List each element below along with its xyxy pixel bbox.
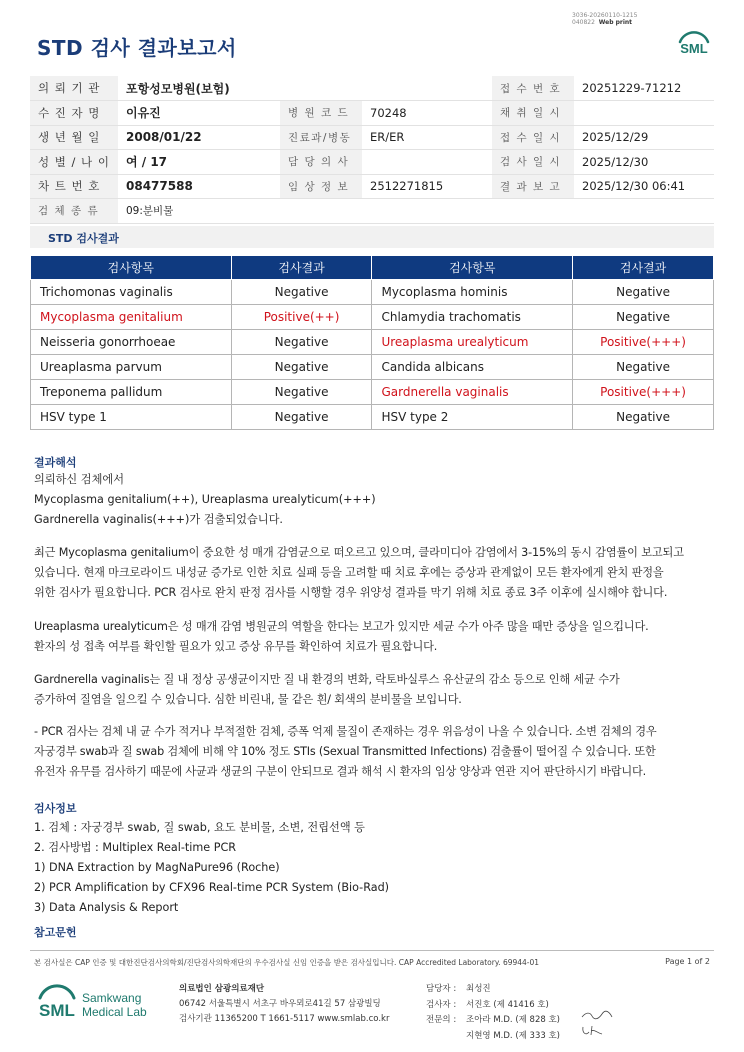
signature-1-icon: [580, 1010, 614, 1022]
value-physician: [362, 150, 492, 175]
table-row: [31, 380, 714, 405]
test-item: Treponema pallidum: [31, 380, 232, 405]
test-info-line: 2. 검사방법 : Multiplex Real-time PCR: [34, 841, 237, 854]
table-row: [31, 355, 714, 380]
staff-name: 서진호 (제 41416 호): [466, 999, 549, 1010]
info-row: [30, 125, 714, 150]
info-row: [30, 150, 714, 175]
staff-name: 최성진: [466, 984, 491, 994]
logo-name-line2: Medical Lab: [82, 1005, 147, 1019]
test-item-positive: Gardnerella vaginalis: [372, 380, 573, 405]
label-received-date: 접 수 일 시: [492, 125, 574, 150]
staff-row: [426, 1013, 560, 1029]
results-table: [30, 255, 714, 430]
test-result: Negative: [231, 355, 372, 380]
report-code: [572, 12, 662, 26]
footer-divider: [30, 950, 714, 951]
results-header-row: [31, 256, 714, 280]
test-info-line: 3) Data Analysis & Report: [34, 901, 179, 914]
test-item: HSV type 2: [372, 405, 573, 430]
paragraph-line: 최근 Mycoplasma genitalium이 중요한 성 매개 감염균으로 떠오르고 있으며, 클라미디아 감염에서 3-15%의 동시 감염률이 보고되고: [34, 546, 684, 559]
value-accession-number: 20251229-71212: [582, 81, 682, 95]
col-header-test-result: 검사결과: [231, 256, 372, 280]
test-result: Negative: [573, 305, 714, 330]
label-test-date: 검 사 일 시: [492, 150, 574, 175]
accreditation-note: 본 검사실은 CAP 인증 및 대한진단검사의학회/진단검사의학재단의 우수검사실 신임 인증을 받은 검사실입니다. CAP Accredited Laboratory. 69944-01: [34, 958, 540, 967]
test-result: Negative: [573, 280, 714, 305]
info-row: [30, 101, 714, 126]
paragraph-line: - PCR 검사는 검체 내 균 수가 적거나 부적절한 검체, 증폭 억제 물질이 존재하는 경우 위음성이 나올 수 있습니다. 소변 검체의 경우: [34, 725, 657, 738]
label-birth-date: 생 년 월 일: [30, 125, 118, 150]
value-sex-age: 여 / 17: [126, 155, 168, 170]
staff-row: [426, 998, 560, 1014]
results-section-title: STD 검사결과: [48, 232, 119, 245]
value-test-date: 2025/12/30: [582, 154, 649, 169]
test-item: HSV type 1: [31, 405, 232, 430]
label-physician: 담 당 의 사: [280, 150, 362, 175]
staff-row: [426, 1029, 560, 1045]
test-item: Ureaplasma parvum: [31, 355, 232, 380]
value-report-date: 2025/12/30 06:41: [582, 179, 686, 194]
test-result: Negative: [231, 280, 372, 305]
table-row: [31, 305, 714, 330]
test-result-positive: Positive(+++): [573, 330, 714, 355]
test-item: Mycoplasma hominis: [372, 280, 573, 305]
table-row: [31, 330, 714, 355]
logo-name-line1: Samkwang: [82, 991, 142, 1005]
test-item: Candida albicans: [372, 355, 573, 380]
report-code-line2: 040822: [572, 19, 595, 26]
value-chart-number: 08477588: [126, 179, 193, 194]
col-header-test-item: 검사항목: [372, 256, 573, 280]
col-header-test-result: 검사결과: [573, 256, 714, 280]
test-item-positive: Mycoplasma genitalium: [31, 305, 232, 330]
test-result-positive: Positive(++): [231, 305, 372, 330]
info-row: [30, 174, 714, 199]
samkwang-logo-icon: [36, 984, 156, 1024]
value-clinical-info: 2512271815: [370, 179, 444, 194]
value-requesting-institution: 포항성모병원(보험): [126, 81, 230, 96]
table-row: [31, 405, 714, 430]
page-title: STD 검사 결과보고서: [37, 36, 237, 60]
staff-signatures: [426, 982, 560, 1044]
summary-line: Gardnerella vaginalis(+++)가 검출되었습니다.: [34, 513, 283, 526]
label-hospital-code: 병 원 코 드: [280, 101, 362, 126]
test-result: Negative: [231, 330, 372, 355]
test-item: Chlamydia trachomatis: [372, 305, 573, 330]
staff-name: 조아라 M.D. (제 828 호): [466, 1015, 561, 1025]
label-sex-age: 성 별 / 나 이: [30, 150, 118, 175]
staff-role: 담당자 :: [426, 984, 457, 994]
test-result-positive: Positive(+++): [573, 380, 714, 405]
summary-line: Mycoplasma genitalium(++), Ureaplasma urealyticum(+++): [34, 493, 376, 506]
org-name: 의료법인 삼광의료재단: [179, 984, 265, 994]
interpretation-paragraph-3: [34, 670, 714, 710]
paragraph-line: 증가하여 질염을 일으킬 수 있습니다. 심한 비린내, 물 같은 흰/ 회색의 분비물을 보입니다.: [34, 693, 462, 706]
org-contact: 검사기관 11365200 T 1661-5117 www.smlab.co.kr: [179, 1014, 390, 1024]
value-received-date: 2025/12/29: [582, 130, 649, 145]
test-info-list: [34, 818, 714, 918]
value-hospital-code: 70248: [370, 105, 407, 120]
references-title: 참고문헌: [34, 926, 77, 939]
paragraph-line: 위한 검사가 필요합니다. PCR 검사로 완치 판정 검사를 시행할 경우 위양성 결과를 막기 위해 치료 종료 3주 이후에 실시해야 합니다.: [34, 586, 668, 599]
test-result: Negative: [573, 405, 714, 430]
label-requesting-institution: 의 뢰 기 관: [30, 76, 118, 101]
col-header-test-item: 검사항목: [31, 256, 232, 280]
logo-sml-text: SML: [39, 1001, 75, 1020]
paragraph-line: 환자의 성 접촉 여부를 확인할 필요가 있고 증상 유무를 확인하여 치료가 필요합니다.: [34, 640, 438, 653]
value-patient-name: 이유진: [126, 106, 161, 121]
report-code-line1: 3036-20260110-1215: [572, 12, 638, 19]
paragraph-line: 유전자 유무를 검사하기 때문에 사균과 생균의 구분이 안되므로 결과 해석 시 환자의 임상 양상과 연관 지어 판단하시기 바랍니다.: [34, 765, 646, 778]
test-result: Negative: [573, 355, 714, 380]
paragraph-line: 자궁경부 swab과 질 swab 검체에 비해 약 10% 정도 STIs (Sexual Transmitted Infections) 검출률이 떨어질 수 있습니다. 또한: [34, 745, 656, 758]
paragraph-line: Gardnerella vaginalis는 질 내 정상 공생균이지만 질 내 환경의 변화, 락토바실루스 유산균의 감소 등으로 인해 세균 수가: [34, 673, 620, 686]
interpretation-paragraph-4: [34, 722, 714, 782]
staff-role: 전문의 :: [426, 1015, 457, 1025]
paragraph-line: 있습니다. 현재 마크로라이드 내성균 증가로 인한 치료 실패 등을 고려할 때 치료 후에는 증상과 관계없이 모든 환자에게 완치 판정을: [34, 566, 664, 579]
patient-info-table: [30, 76, 714, 224]
label-collection-date: 채 취 일 시: [492, 101, 574, 126]
interpretation-summary: [34, 470, 714, 530]
value-birth-date: 2008/01/22: [126, 130, 202, 145]
test-info-line: 2) PCR Amplification by CFX96 Real-time PCR System (Bio-Rad): [34, 881, 390, 894]
org-address: 06742 서울특별시 서초구 바우뫼로41길 57 삼광빌딩: [179, 999, 381, 1009]
org-info: [179, 982, 389, 1027]
signature-2-icon: [580, 1024, 606, 1038]
label-patient-name: 수 진 자 명: [30, 101, 118, 126]
test-result: Negative: [231, 405, 372, 430]
test-item-positive: Ureaplasma urealyticum: [372, 330, 573, 355]
summary-line: 의뢰하신 검체에서: [34, 473, 125, 486]
label-accession-number: 접 수 번 호: [492, 76, 574, 101]
table-row: [31, 280, 714, 305]
test-info-line: 1) DNA Extraction by MagNaPure96 (Roche): [34, 861, 280, 874]
label-report-date: 결 과 보 고: [492, 174, 574, 199]
paragraph-line: Ureaplasma urealyticum은 성 매개 감염 병원균의 역할을 한다는 보고가 있지만 세균 수가 아주 많을 때만 증상을 일으킵니다.: [34, 620, 649, 633]
interpretation-paragraph-1: [34, 543, 714, 603]
sml-logo-icon: [674, 26, 714, 66]
test-info-title: 검사정보: [34, 802, 77, 815]
value-specimen-type: 09:분비물: [126, 205, 174, 218]
staff-role: [426, 1029, 466, 1045]
staff-row: [426, 982, 560, 998]
label-chart-number: 차 트 번 호: [30, 174, 118, 199]
staff-name: 지현영 M.D. (제 333 호): [466, 1030, 561, 1041]
value-department: ER/ER: [370, 130, 405, 145]
info-row: [30, 76, 714, 101]
page-number: Page 1 of 2: [665, 957, 710, 966]
test-item: Trichomonas vaginalis: [31, 280, 232, 305]
label-department: 진료과/병동: [280, 125, 362, 150]
test-result: Negative: [231, 380, 372, 405]
staff-role: 검사자 :: [426, 999, 457, 1010]
test-item: Neisseria gonorrhoeae: [31, 330, 232, 355]
test-info-line: 1. 검체 : 자궁경부 swab, 질 swab, 요도 분비물, 소변, 전립선액 등: [34, 821, 365, 834]
label-clinical-info: 임 상 정 보: [280, 174, 362, 199]
info-row: [30, 199, 714, 224]
value-collection-date: [574, 101, 714, 126]
interpretation-paragraph-2: [34, 617, 714, 657]
sml-logo-text: SML: [680, 41, 708, 56]
interpretation-title: 결과해석: [34, 456, 77, 469]
label-specimen-type: 검 체 종 류: [30, 199, 118, 224]
results-section-header: [30, 226, 714, 248]
web-print-tag: Web print: [598, 19, 633, 26]
